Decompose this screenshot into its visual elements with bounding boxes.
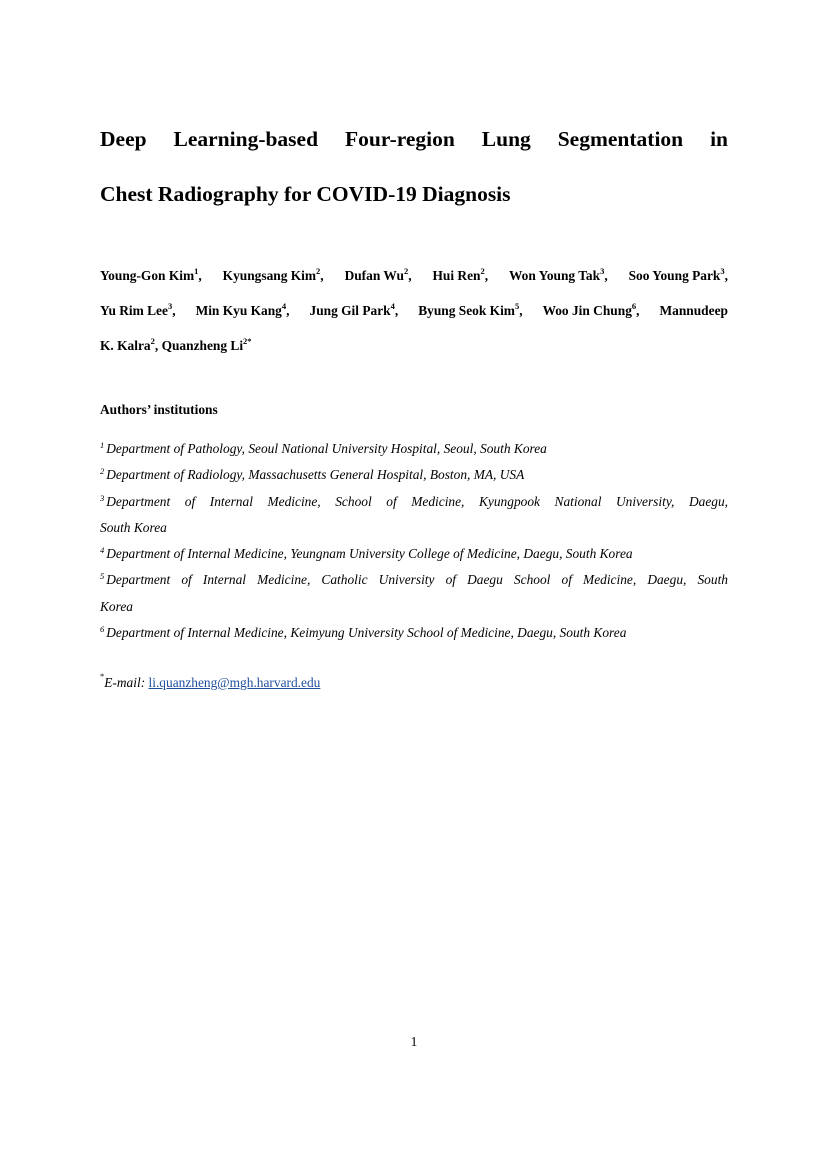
- title-word: in: [710, 127, 728, 151]
- title-line-2: Chest Radiography for COVID-19 Diagnosis: [100, 182, 511, 206]
- author: Soo Young Park$^3$,: [628, 266, 728, 283]
- affiliation-item: $^4$ Department of Internal Medicine, Yeungnam University College of Medicine, Daegu, South Korea: [100, 545, 633, 562]
- title-word: Lung: [481, 127, 531, 151]
- author: K. Kalra$^2$,: [100, 336, 159, 353]
- author-line-3: [100, 328, 728, 363]
- title-word: Deep: [100, 127, 147, 151]
- title-line-1: [100, 112, 728, 167]
- author: Quanzheng $Li^{2*}$: [161, 336, 252, 353]
- paper-title: [100, 112, 728, 222]
- author: Min Kyu Kang$^4$,: [195, 301, 290, 318]
- page-number: 1: [410, 1034, 418, 1049]
- author: Kyungsang Kim$^2$,: [222, 266, 324, 283]
- author: Woo Jin Chung$^6$,: [542, 301, 640, 318]
- corresponding-marker: *: [100, 671, 105, 681]
- affiliation-list: [100, 436, 728, 646]
- affiliation-item: $^1$ Department of Pathology, Seoul National University Hospital, Seoul, South Korea: [100, 440, 547, 456]
- title-word: Four-region: [344, 127, 455, 151]
- institutions-heading: Authors’ institutions: [100, 402, 218, 417]
- contact-email: [100, 671, 321, 691]
- author-line-2: [100, 293, 728, 328]
- author-line-1: [100, 258, 728, 293]
- affiliation-continuation: South Korea: [100, 519, 167, 535]
- email-link[interactable]: li.quanzheng@mgh.harvard.edu: [148, 675, 321, 690]
- affiliation-item: $^3$ Department of Internal Medicine, School of Medicine, Kyungpook National University, Daegu,: [100, 492, 728, 509]
- title-word: Segmentation: [557, 127, 684, 151]
- author: Jung Gil Park$^4$,: [309, 301, 399, 318]
- title-word: Learning-based: [173, 127, 319, 151]
- author-list: [100, 258, 728, 363]
- affiliation-item: $^5$ Department of Internal Medicine, Catholic University of Daegu School of Medicine, Daegu, South: [100, 571, 728, 588]
- author: Dufan Wu$^2$,: [344, 266, 412, 283]
- affiliation-item: $^6$ Department of Internal Medicine, Keimyung University School of Medicine, Daegu, South Korea: [100, 624, 627, 641]
- author: Mannudeep: [659, 303, 728, 318]
- author: Byung Seok Kim$^5$,: [418, 301, 523, 318]
- email-label: E-mail:: [104, 675, 146, 690]
- affiliation-item: $^2$ Department of Radiology, Massachusetts General Hospital, Boston, MA, USA: [100, 466, 525, 483]
- author: Young-Gon Kim$^1$,: [100, 266, 202, 283]
- affiliation-continuation: Korea: [100, 598, 133, 614]
- author: Won Young Tak$^3$,: [509, 266, 608, 283]
- author: Yu Rim Lee$^3$,: [100, 301, 176, 318]
- author: Hui Ren$^2$,: [432, 266, 489, 283]
